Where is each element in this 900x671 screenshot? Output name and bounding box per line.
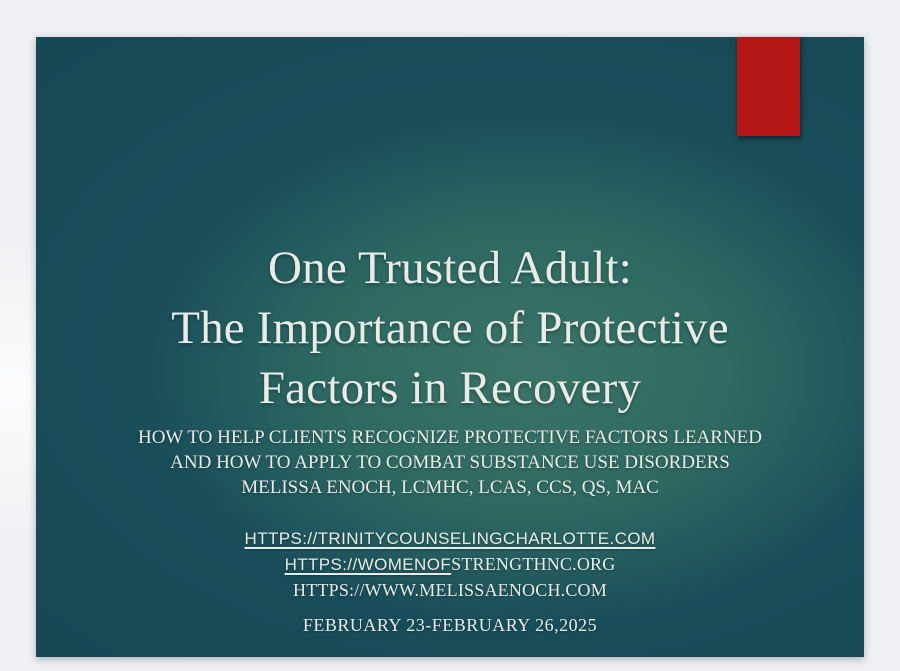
title-line-1: One Trusted Adult: [268, 242, 632, 294]
title-line-3: Factors in Recovery [258, 362, 642, 414]
link-womenofstrengthnc-plain-part: STRENGTHNC.ORG [451, 554, 616, 574]
link-line-3 [36, 578, 864, 604]
link-womenofstrengthnc[interactable] [284, 554, 616, 574]
link-line-2 [36, 552, 864, 578]
link-womenofstrengthnc-underlined-part: HTTPS://WOMENOF [284, 555, 452, 574]
link-line-1 [36, 526, 864, 552]
title-slide [36, 37, 864, 657]
subtitle-line-3: MELISSA ENOCH, LCMHC, LCAS, CCS, QS, MAC [241, 477, 659, 498]
subtitle-line-2: AND HOW TO APPLY TO COMBAT SUBSTANCE USE DISORDERS [170, 452, 730, 473]
subtitle-line-1: HOW TO HELP CLIENTS RECOGNIZE PROTECTIVE FACTORS LEARNED [137, 427, 762, 448]
link-melissaenoch[interactable]: HTTPS://WWW.MELISSAENOCH.COM [293, 580, 607, 600]
red-accent-bar [737, 37, 800, 136]
slide-subtitle [36, 425, 864, 500]
website-links [36, 526, 864, 604]
title-line-2: The Importance of Protective [171, 302, 729, 354]
slide-title [36, 238, 864, 418]
link-trinitycounselingcharlotte[interactable]: HTTPS://TRINITYCOUNSELINGCHARLOTTE.COM [244, 529, 656, 548]
event-date: FEBRUARY 23-FEBRUARY 26,2025 [302, 615, 598, 635]
